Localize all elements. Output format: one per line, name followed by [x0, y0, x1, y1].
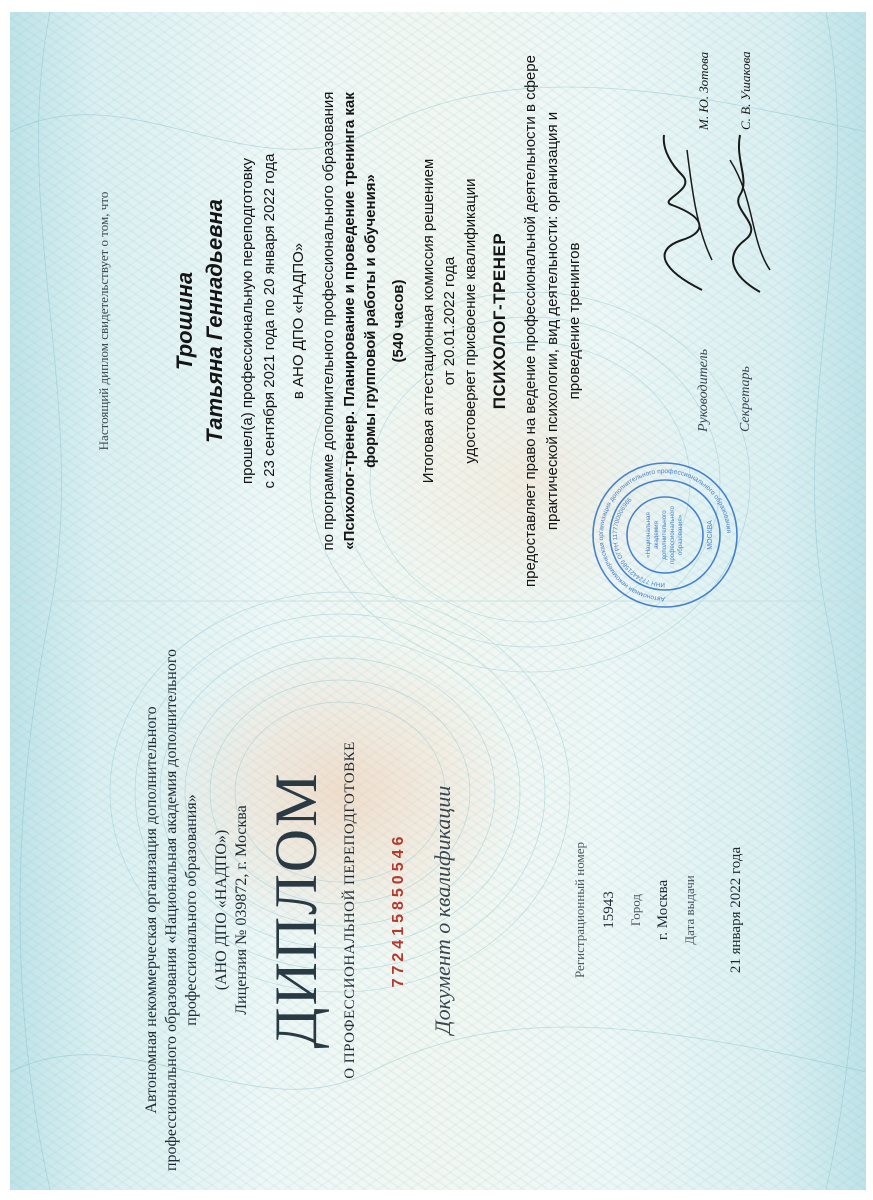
city-label: Город [628, 893, 643, 927]
org-abbreviation: (АНО ДПО «НАДПО») [213, 829, 230, 991]
program-name-line-1: «Психолог-тренер. Планирование и проведение тренинга как [341, 92, 358, 550]
left-page [10, 630, 866, 1190]
diploma-subtitle: О ПРОФЕССИОНАЛЬНОЙ ПЕРЕПОДГОТОВКЕ [342, 741, 358, 1079]
recipient-given-names: Татьяна Геннадьевна [202, 198, 227, 444]
head-label: Руководитель [696, 348, 711, 432]
program-hours: (540 часов) [390, 279, 407, 363]
diploma-content [10, 12, 866, 1190]
diploma-title: ДИПЛОМ [263, 771, 329, 1049]
seal-center-line-3: дополнительного [661, 510, 668, 560]
secretary-name: С. В. Ушакова [738, 51, 753, 130]
recipient-surname: Трошина [172, 271, 197, 371]
secretary-signature-icon [710, 130, 780, 300]
organization-seal-icon [590, 460, 740, 610]
passed-retraining-text: прошел(а) профессиональную переподготовку [239, 158, 256, 484]
rights-line-1: предоставляет право на ведение профессиональной деятельности в сфере [522, 55, 539, 587]
program-intro: по программе дополнительного профессионального образования [320, 91, 337, 551]
seal-outer-text: Автономная некоммерческая организация дополнительного профессионального образования [597, 467, 732, 603]
commission-line-2: от 20.01.2022 года [441, 256, 458, 386]
training-period: с 23 сентября 2021 года по 20 января 2022 года [261, 153, 278, 489]
seal-center-line-4: профессионального [669, 506, 676, 564]
document-type: Документ о квалификации [430, 785, 455, 1035]
seal-city: МОСКВА [707, 520, 714, 550]
commission-line-1: Итоговая аттестационная комиссия решением [420, 158, 437, 484]
seal-center-line-5: образования» [677, 514, 684, 556]
issue-date-value: 21 января 2022 года [728, 846, 744, 974]
diploma-number: 772415850546 [390, 832, 407, 988]
certifies-header: Настоящий диплом свидетельствует о том, что [96, 191, 111, 451]
registration-label: Регистрационный номер [572, 842, 587, 978]
commission-line-3: удостоверяет присвоение квалификации [462, 178, 479, 464]
rights-line-3: проведение тренингов [566, 242, 583, 400]
qualification-title: ПСИХОЛОГ-ТРЕНЕР [490, 232, 509, 410]
org-name-line-1: Автономная некоммерческая организация дополнительного [143, 706, 160, 1114]
org-name-line-3: профессионального образования» [183, 794, 200, 1026]
rights-line-2: практической психологии, вид деятельности: организация и [544, 111, 561, 531]
right-page [10, 12, 866, 630]
license-number: Лицензия № 039872, г. Москва [233, 805, 250, 1015]
issue-date-label: Дата выдачи [682, 875, 697, 945]
program-name-line-2: формы групповой работы и обучения» [362, 174, 379, 468]
seal-ring-text: ИНН 7724421589 ОГРН 1177700006966 [611, 496, 666, 589]
seal-center-line-2: академия [653, 521, 660, 549]
org-name-line-2: профессионального образования «Национальная академия дополнительного [163, 648, 180, 1172]
head-name: М. Ю. Зотова [696, 51, 711, 130]
registration-number: 15943 [601, 891, 617, 929]
seal-center-line-1: «Национальная [645, 512, 652, 558]
city-value: г. Москва [655, 879, 671, 941]
diploma-sheet [10, 12, 866, 1190]
secretary-label: Секретарь [738, 366, 753, 432]
training-organization: в АНО ДПО «НАДПО» [290, 242, 307, 400]
